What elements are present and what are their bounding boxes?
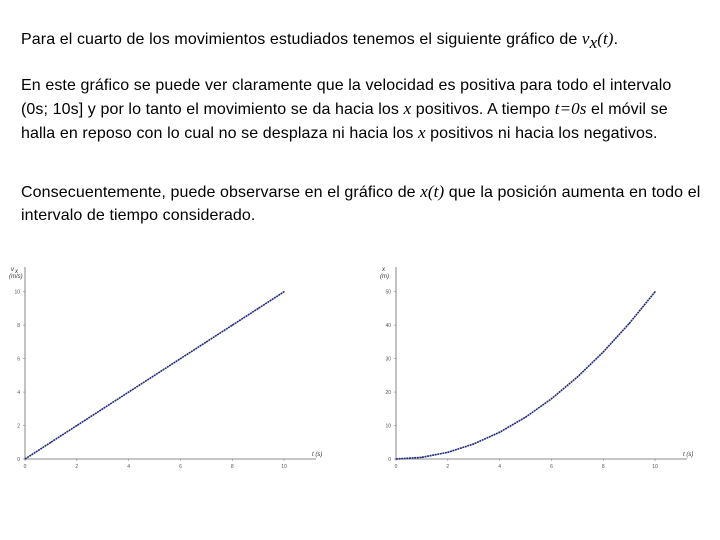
velocity-x-tick-label: 4 <box>127 464 131 470</box>
position-y-axis-unit: (m) <box>380 274 389 280</box>
position-data-point <box>473 443 474 444</box>
velocity-x-tick-label: 6 <box>179 464 182 470</box>
position-y-tick-label: 0 <box>388 457 391 463</box>
velocity-y-tick-label: 6 <box>17 356 20 363</box>
position-x-tick-label: 6 <box>550 464 553 470</box>
velocity-text-a: En este gráfico se puede ver claramente que la velocidad es positiva para todo el intervalo (0s; 10s] y por lo tanto el movimiento se da hacia los <box>21 77 672 118</box>
position-y-tick-label: 40 <box>385 323 391 330</box>
position-x-tick-label: 2 <box>446 464 450 470</box>
symbol-subscript-x: x <box>589 33 598 53</box>
symbol-v: v <box>581 29 590 48</box>
velocity-x-tick-label: 2 <box>75 464 79 470</box>
paragraph-velocity <box>21 74 701 145</box>
position-x-tick-label: 0 <box>394 464 398 470</box>
velocity-data-point <box>102 408 103 409</box>
position-data-point <box>447 452 448 453</box>
position-chart <box>368 247 708 477</box>
velocity-x-tick-label: 8 <box>230 464 234 470</box>
position-y-tick-label: 30 <box>385 356 391 363</box>
paragraph-position <box>21 180 701 227</box>
position-y-tick-label: 50 <box>385 289 391 296</box>
position-data-point <box>499 432 500 433</box>
position-data-point <box>551 398 552 399</box>
velocity-y-tick-label: 4 <box>17 390 20 397</box>
velocity-data-point <box>180 358 181 359</box>
velocity-y-axis-label-sub: x <box>15 269 18 275</box>
velocity-x-tick-label: 0 <box>23 464 27 470</box>
velocity-x-tick-label: 10 <box>281 464 287 470</box>
velocity-data-point <box>232 325 233 326</box>
velocity-y-axis-unit: (m/s) <box>9 274 23 280</box>
velocity-y-tick-label: 10 <box>14 289 20 296</box>
velocity-text-c: el móvil se halla en reposo con lo cual no se desplaza ni hacia los <box>21 101 668 142</box>
intro-period: . <box>613 31 619 48</box>
velocity-data-point <box>206 341 207 342</box>
velocity-data-point <box>128 391 129 392</box>
velocity-data-point <box>24 458 25 459</box>
position-chart-svg <box>368 247 708 477</box>
symbol-x-1: x <box>403 99 412 118</box>
velocity-text-b: positivos. A tiempo <box>411 101 555 118</box>
velocity-y-tick-label: 2 <box>17 423 20 430</box>
position-data-point <box>577 376 578 377</box>
velocity-data-point <box>76 425 77 426</box>
velocity-data-point <box>283 291 284 292</box>
position-y-tick-label: 10 <box>385 423 391 430</box>
position-x-tick-label: 8 <box>601 464 605 470</box>
symbol-x-2: x <box>417 123 426 142</box>
position-data-point <box>525 417 526 418</box>
velocity-y-tick-label: 8 <box>17 323 20 330</box>
position-y-tick-label: 20 <box>385 390 391 397</box>
position-text-b: que la posición aumenta en todo el intervalo de tiempo considerado. <box>21 184 701 224</box>
position-data-point <box>629 323 630 324</box>
intro-text: Para el cuarto de los movimientos estudiados tenemos el siguiente gráfico de <box>21 31 582 48</box>
position-data-point <box>654 291 655 292</box>
symbol-x-of-t: x(t) <box>420 182 445 201</box>
velocity-y-axis-label: v <box>11 267 14 273</box>
symbol-t-zero: t=0s <box>554 99 587 118</box>
velocity-data-point <box>50 442 51 443</box>
position-text-a: Consecuentemente, puede observarse en el gráfico de <box>21 184 421 201</box>
velocity-chart <box>0 247 340 477</box>
position-data-point <box>603 351 604 352</box>
velocity-y-tick-label: 0 <box>17 457 20 463</box>
velocity-data-point <box>154 375 155 376</box>
position-data-point <box>395 458 396 459</box>
velocity-chart-svg <box>0 247 340 477</box>
symbol-of-t: (t) <box>597 29 614 48</box>
velocity-text-d: positivos ni hacia los negativos. <box>425 125 658 142</box>
position-data-point <box>421 457 422 458</box>
position-x-axis-label: t (s) <box>683 452 694 458</box>
paragraph-intro <box>21 27 701 51</box>
velocity-data-point <box>258 308 259 309</box>
position-x-tick-label: 4 <box>498 464 502 470</box>
position-series-line <box>396 292 655 459</box>
position-x-tick-label: 10 <box>652 464 658 470</box>
position-y-axis-label: x <box>382 267 385 273</box>
velocity-x-axis-label: t (s) <box>312 452 323 458</box>
